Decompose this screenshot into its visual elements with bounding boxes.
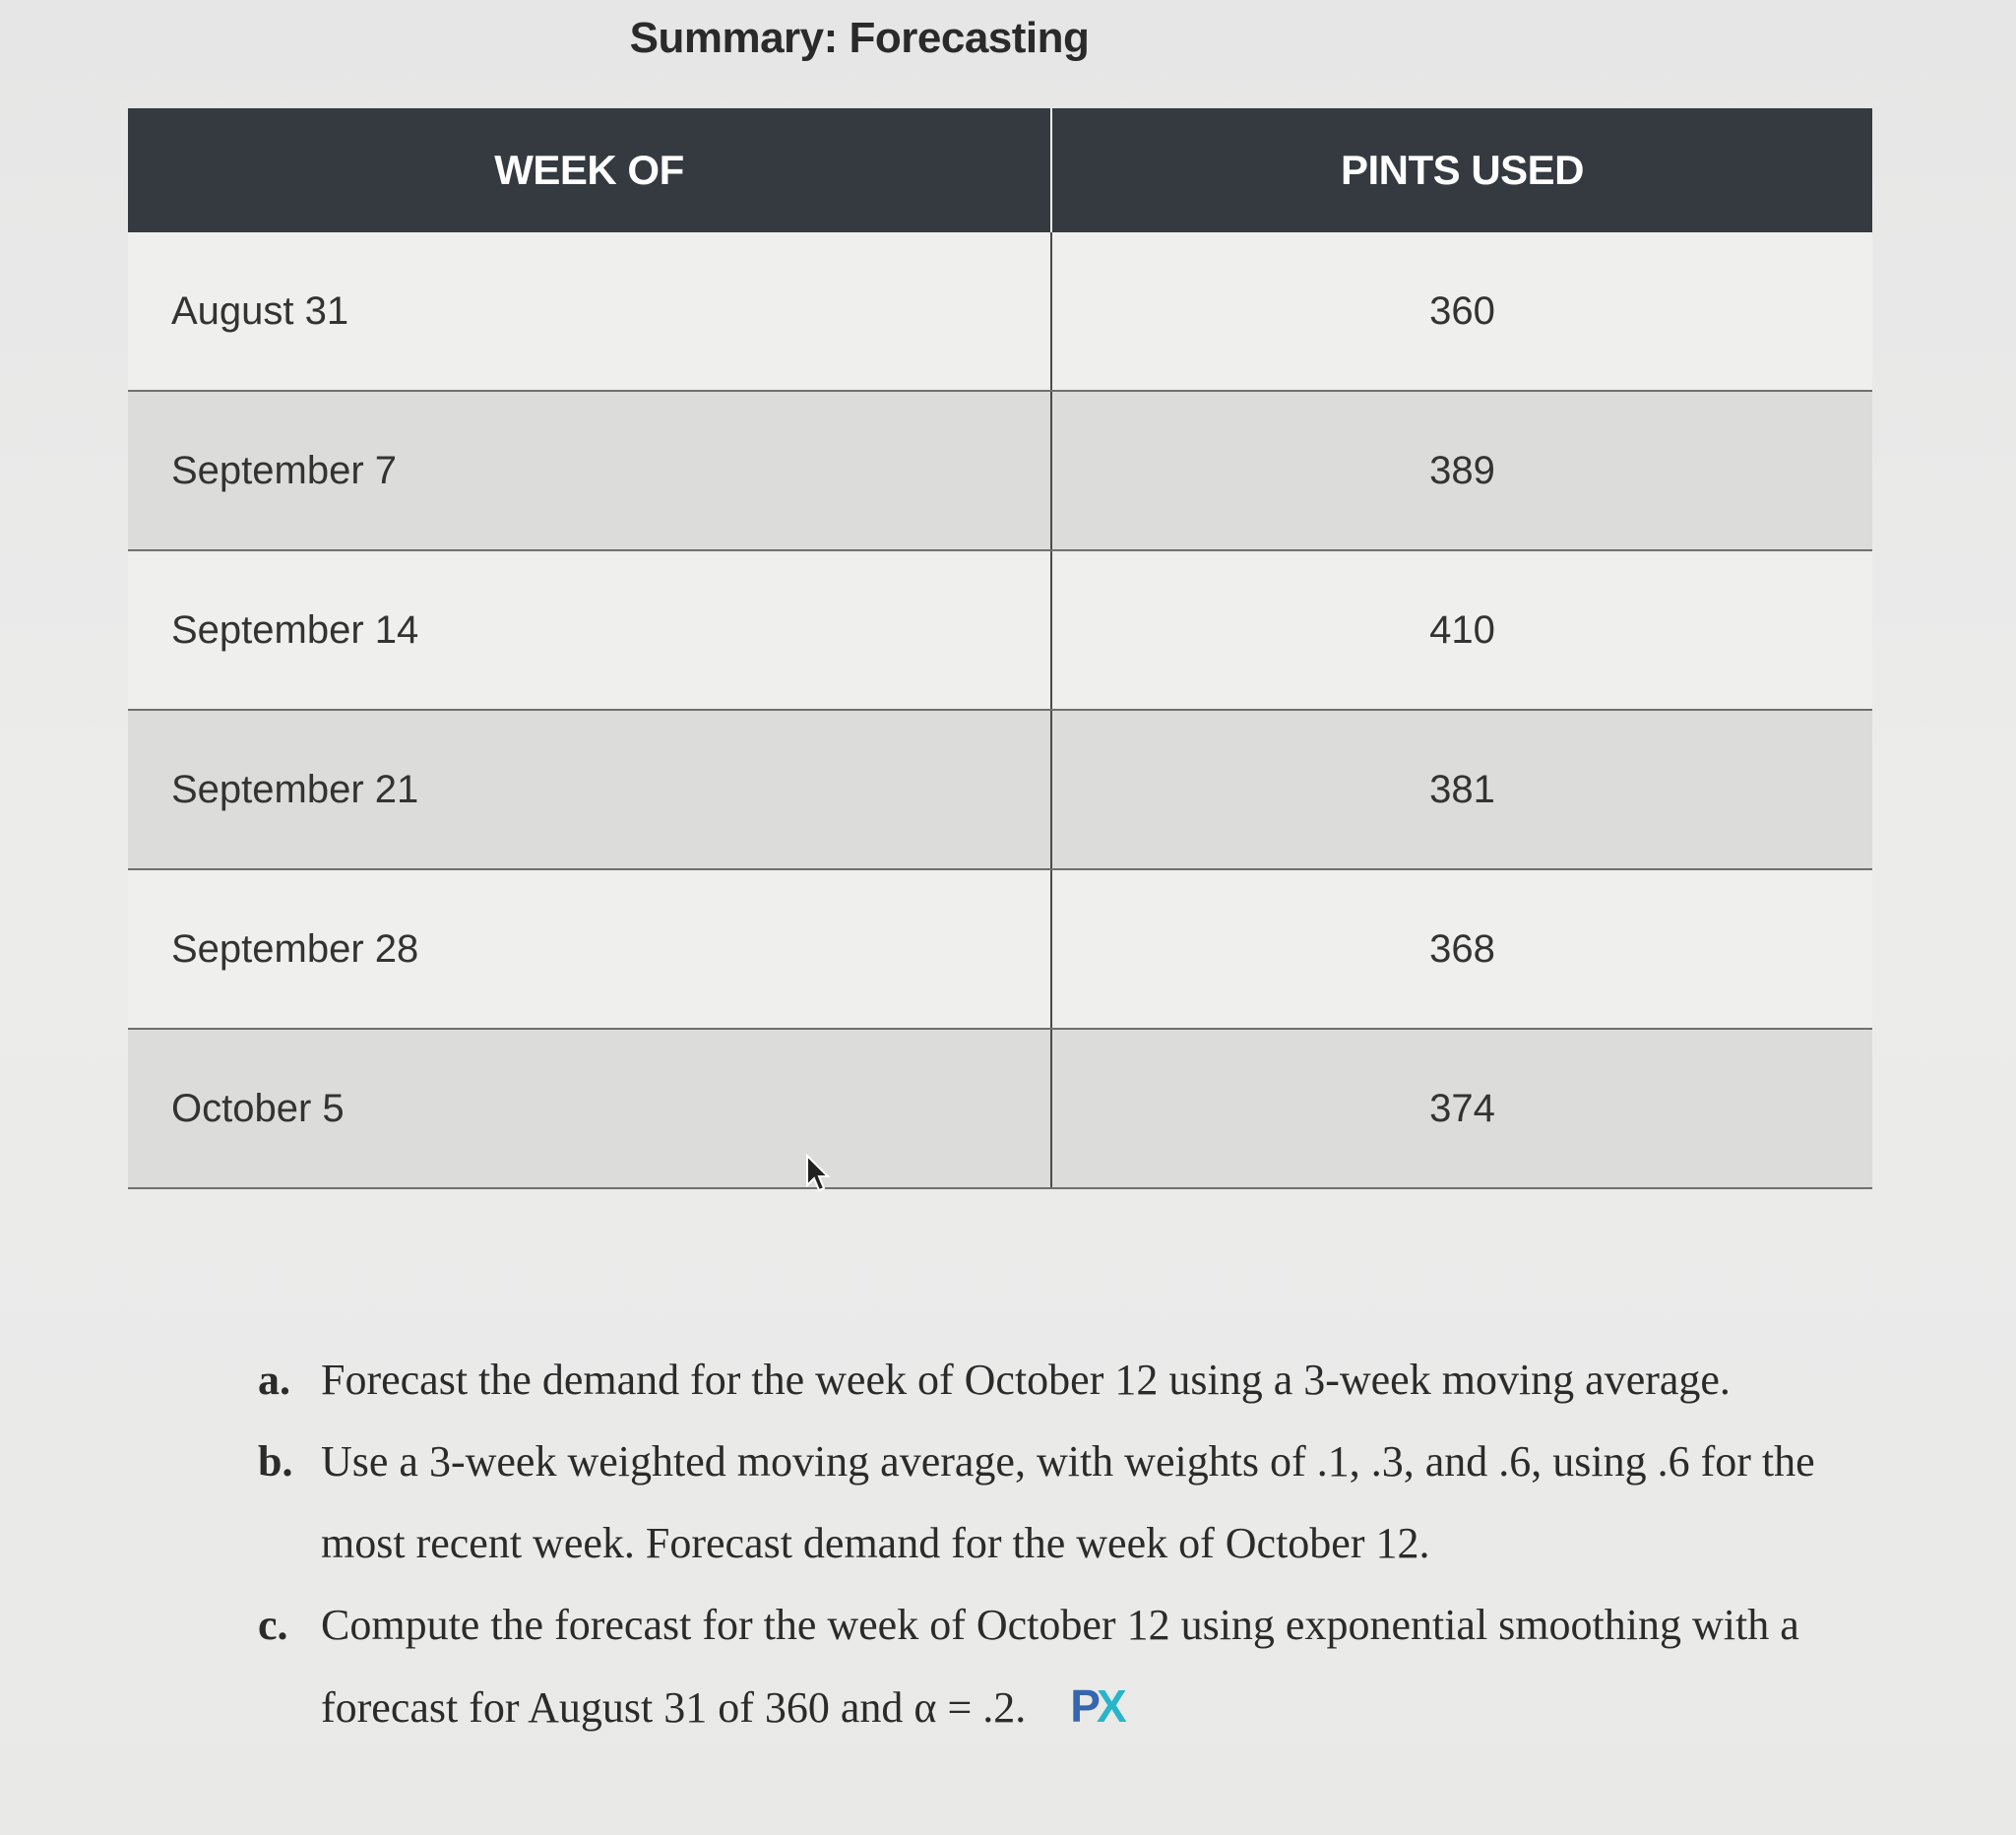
pints-cell: 410 <box>1051 550 1872 710</box>
pints-cell: 389 <box>1051 391 1872 550</box>
px-logo-icon[interactable] <box>1070 1666 1122 1747</box>
header-week-of: WEEK OF <box>128 108 1051 232</box>
forecast-table-container <box>128 108 1872 1189</box>
pints-cell: 360 <box>1051 232 1872 391</box>
question-letter: a. <box>258 1356 290 1404</box>
pints-cell: 368 <box>1051 869 1872 1029</box>
table-row <box>128 1029 1872 1188</box>
pints-cell: 374 <box>1051 1029 1872 1188</box>
week-cell: August 31 <box>128 232 1051 391</box>
week-cell: October 5 <box>128 1029 1051 1188</box>
table-row <box>128 391 1872 550</box>
table-row <box>128 869 1872 1029</box>
table-row <box>128 550 1872 710</box>
question-list <box>258 1339 1872 1748</box>
page-title: Summary: Forecasting <box>629 14 1090 62</box>
question-text: Use a 3-week weighted moving average, with weights of .1, .3, and .6, using .6 for the most recent week. Forecast demand for the week of October 12. <box>321 1437 1815 1567</box>
header-pints-used: PINTS USED <box>1051 108 1872 232</box>
question-item-c <box>258 1584 1872 1748</box>
table-row <box>128 232 1872 391</box>
question-text-wrapper <box>321 1584 1872 1748</box>
logo-p: P <box>1070 1680 1097 1732</box>
question-letter: c. <box>258 1601 288 1649</box>
question-text: Compute the forecast for the week of October 12 using exponential smoothing with a forecast for August 31 of 360 and α = .2. <box>321 1601 1799 1732</box>
question-item-a <box>258 1339 1872 1421</box>
week-cell: September 7 <box>128 391 1051 550</box>
logo-x: X <box>1096 1680 1123 1732</box>
question-text: Forecast the demand for the week of October 12 using a 3-week moving average. <box>321 1356 1731 1404</box>
table-row <box>128 710 1872 869</box>
question-letter: b. <box>258 1437 293 1486</box>
question-item-b <box>258 1421 1872 1584</box>
week-cell: September 28 <box>128 869 1051 1029</box>
table-header-row <box>128 108 1872 232</box>
pints-cell: 381 <box>1051 710 1872 869</box>
week-cell: September 14 <box>128 550 1051 710</box>
forecast-table <box>128 108 1872 1189</box>
week-cell: September 21 <box>128 710 1051 869</box>
mouse-cursor-icon <box>805 1154 831 1193</box>
